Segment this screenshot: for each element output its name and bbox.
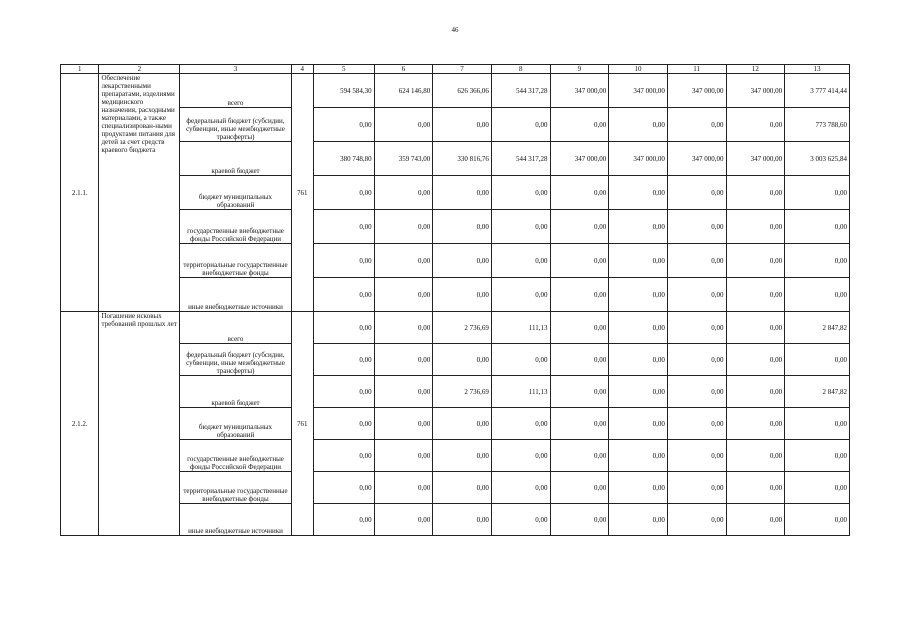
value-cell: 0,00 [609, 472, 668, 504]
value-cell: 0,00 [433, 408, 492, 440]
value-cell: 0,00 [550, 376, 609, 408]
value-cell: 0,00 [313, 278, 374, 312]
value-cell: 0,00 [313, 344, 374, 376]
value-cell: 0,00 [667, 344, 726, 376]
value-cell: 0,00 [609, 176, 668, 210]
column-header: 1 [61, 65, 99, 74]
value-cell: 0,00 [667, 376, 726, 408]
value-cell: 0,00 [550, 244, 609, 278]
column-header: 9 [550, 65, 609, 74]
value-cell: 347 000,00 [609, 142, 668, 176]
funding-source: бюджет муниципальных образований [180, 176, 291, 210]
row-index: 2.1.2. [61, 312, 99, 536]
funding-source: государственные внебюджетные фонды Российской Федерации [180, 210, 291, 244]
value-cell: 0,00 [609, 408, 668, 440]
value-cell: 0,00 [667, 108, 726, 142]
value-cell: 0,00 [433, 504, 492, 536]
table-row [61, 312, 850, 344]
value-cell: 0,00 [374, 440, 433, 472]
table-body [61, 74, 850, 536]
total-cell: 2 847,82 [785, 312, 850, 344]
value-cell: 0,00 [609, 344, 668, 376]
value-cell: 0,00 [667, 278, 726, 312]
value-cell: 544 317,28 [491, 74, 550, 108]
value-cell: 0,00 [726, 312, 785, 344]
total-cell: 0,00 [785, 472, 850, 504]
value-cell: 347 000,00 [667, 142, 726, 176]
value-cell: 0,00 [667, 440, 726, 472]
value-cell: 0,00 [550, 278, 609, 312]
value-cell: 0,00 [313, 376, 374, 408]
value-cell: 359 743,00 [374, 142, 433, 176]
value-cell: 0,00 [726, 408, 785, 440]
column-header: 11 [667, 65, 726, 74]
value-cell: 111,13 [491, 376, 550, 408]
total-cell: 2 847,82 [785, 376, 850, 408]
value-cell: 0,00 [550, 312, 609, 344]
value-cell: 0,00 [609, 312, 668, 344]
value-cell: 0,00 [491, 344, 550, 376]
value-cell: 347 000,00 [550, 74, 609, 108]
value-cell: 0,00 [667, 312, 726, 344]
value-cell: 0,00 [491, 108, 550, 142]
value-cell: 0,00 [313, 408, 374, 440]
value-cell: 330 816,76 [433, 142, 492, 176]
column-header: 3 [180, 65, 291, 74]
value-cell: 0,00 [374, 176, 433, 210]
value-cell: 0,00 [726, 108, 785, 142]
value-cell: 347 000,00 [609, 74, 668, 108]
value-cell: 544 317,28 [491, 142, 550, 176]
value-cell: 0,00 [313, 210, 374, 244]
funding-source: федеральный бюджет (субсидии, субвенции, иные межбюджетные трансферты) [180, 108, 291, 142]
value-cell: 0,00 [433, 244, 492, 278]
value-cell: 0,00 [433, 210, 492, 244]
value-cell: 0,00 [550, 408, 609, 440]
value-cell: 0,00 [313, 108, 374, 142]
table-row [61, 74, 850, 108]
value-cell: 0,00 [374, 408, 433, 440]
total-cell: 0,00 [785, 244, 850, 278]
value-cell: 0,00 [313, 312, 374, 344]
value-cell: 0,00 [550, 472, 609, 504]
value-cell: 0,00 [433, 108, 492, 142]
value-cell: 0,00 [374, 472, 433, 504]
value-cell: 0,00 [667, 408, 726, 440]
total-cell: 0,00 [785, 440, 850, 472]
value-cell: 0,00 [667, 244, 726, 278]
column-header: 4 [291, 65, 313, 74]
value-cell: 0,00 [667, 504, 726, 536]
column-number-row [61, 65, 850, 74]
value-cell: 0,00 [609, 278, 668, 312]
value-cell: 0,00 [726, 504, 785, 536]
value-cell: 0,00 [550, 504, 609, 536]
value-cell: 0,00 [374, 344, 433, 376]
value-cell: 0,00 [609, 504, 668, 536]
value-cell: 0,00 [726, 244, 785, 278]
value-cell: 0,00 [550, 344, 609, 376]
value-cell: 0,00 [433, 472, 492, 504]
value-cell: 0,00 [726, 176, 785, 210]
administrator-code: 761 [291, 74, 313, 312]
value-cell: 0,00 [491, 472, 550, 504]
value-cell: 0,00 [433, 440, 492, 472]
administrator-code: 761 [291, 312, 313, 536]
value-cell: 2 736,69 [433, 376, 492, 408]
funding-source: государственные внебюджетные фонды Российской Федерации [180, 440, 291, 472]
value-cell: 0,00 [726, 376, 785, 408]
value-cell: 0,00 [550, 108, 609, 142]
value-cell: 0,00 [313, 244, 374, 278]
value-cell: 0,00 [313, 504, 374, 536]
value-cell: 0,00 [433, 344, 492, 376]
column-header: 12 [726, 65, 785, 74]
value-cell: 0,00 [609, 108, 668, 142]
value-cell: 0,00 [374, 210, 433, 244]
value-cell: 0,00 [667, 176, 726, 210]
value-cell: 0,00 [374, 312, 433, 344]
funding-source: всего [180, 74, 291, 108]
column-header: 10 [609, 65, 668, 74]
value-cell: 0,00 [491, 210, 550, 244]
value-cell: 0,00 [313, 472, 374, 504]
row-index: 2.1.1. [61, 74, 99, 312]
value-cell: 0,00 [491, 408, 550, 440]
column-header: 2 [99, 65, 180, 74]
value-cell: 0,00 [313, 176, 374, 210]
funding-source: федеральный бюджет (субсидии, субвенции, иные межбюджетные трансферты) [180, 344, 291, 376]
value-cell: 0,00 [609, 440, 668, 472]
value-cell: 0,00 [433, 176, 492, 210]
value-cell: 0,00 [374, 504, 433, 536]
value-cell: 0,00 [726, 344, 785, 376]
funding-source: всего [180, 312, 291, 344]
column-header: 6 [374, 65, 433, 74]
value-cell: 0,00 [313, 440, 374, 472]
value-cell: 0,00 [374, 278, 433, 312]
value-cell: 0,00 [609, 244, 668, 278]
value-cell: 0,00 [491, 176, 550, 210]
total-cell: 0,00 [785, 278, 850, 312]
event-description: Обеспечение лекарственными препаратами, изделиями медицинского назначения, расходными материалами, а также специализирован-ными продуктами питания для детей за счет средств краевого бюджета [99, 74, 180, 312]
value-cell: 0,00 [374, 376, 433, 408]
value-cell: 347 000,00 [726, 74, 785, 108]
value-cell: 0,00 [609, 210, 668, 244]
value-cell: 347 000,00 [667, 74, 726, 108]
value-cell: 0,00 [667, 472, 726, 504]
total-cell: 0,00 [785, 504, 850, 536]
value-cell: 594 584,30 [313, 74, 374, 108]
budget-table [60, 64, 850, 536]
value-cell: 0,00 [726, 210, 785, 244]
value-cell: 0,00 [550, 440, 609, 472]
funding-source: бюджет муниципальных образований [180, 408, 291, 440]
funding-source: территориальные государственные внебюджетные фонды [180, 472, 291, 504]
value-cell: 0,00 [433, 278, 492, 312]
funding-source: иные внебюджетные источники [180, 278, 291, 312]
total-cell: 0,00 [785, 176, 850, 210]
value-cell: 624 146,80 [374, 74, 433, 108]
funding-source: краевой бюджет [180, 376, 291, 408]
value-cell: 0,00 [609, 376, 668, 408]
value-cell: 347 000,00 [550, 142, 609, 176]
funding-source: территориальные государственные внебюджетные фонды [180, 244, 291, 278]
value-cell: 0,00 [491, 440, 550, 472]
value-cell: 0,00 [667, 210, 726, 244]
value-cell: 0,00 [491, 504, 550, 536]
value-cell: 0,00 [550, 210, 609, 244]
column-header: 8 [491, 65, 550, 74]
total-cell: 0,00 [785, 408, 850, 440]
value-cell: 0,00 [726, 440, 785, 472]
value-cell: 347 000,00 [726, 142, 785, 176]
value-cell: 0,00 [374, 108, 433, 142]
column-header: 7 [433, 65, 492, 74]
value-cell: 0,00 [726, 472, 785, 504]
funding-source: краевой бюджет [180, 142, 291, 176]
value-cell: 0,00 [491, 278, 550, 312]
total-cell: 773 788,60 [785, 108, 850, 142]
value-cell: 380 748,80 [313, 142, 374, 176]
value-cell: 626 366,06 [433, 74, 492, 108]
value-cell: 0,00 [550, 176, 609, 210]
value-cell: 0,00 [491, 244, 550, 278]
funding-source: иные внебюджетные источники [180, 504, 291, 536]
value-cell: 0,00 [374, 244, 433, 278]
total-cell: 0,00 [785, 210, 850, 244]
value-cell: 0,00 [726, 278, 785, 312]
value-cell: 111,13 [491, 312, 550, 344]
total-cell: 3 003 625,84 [785, 142, 850, 176]
column-header: 13 [785, 65, 850, 74]
event-description: Погашение исковых требований прошлых лет [99, 312, 180, 536]
total-cell: 3 777 414,44 [785, 74, 850, 108]
value-cell: 2 736,69 [433, 312, 492, 344]
column-header: 5 [313, 65, 374, 74]
page-number: 46 [451, 26, 459, 34]
total-cell: 0,00 [785, 344, 850, 376]
